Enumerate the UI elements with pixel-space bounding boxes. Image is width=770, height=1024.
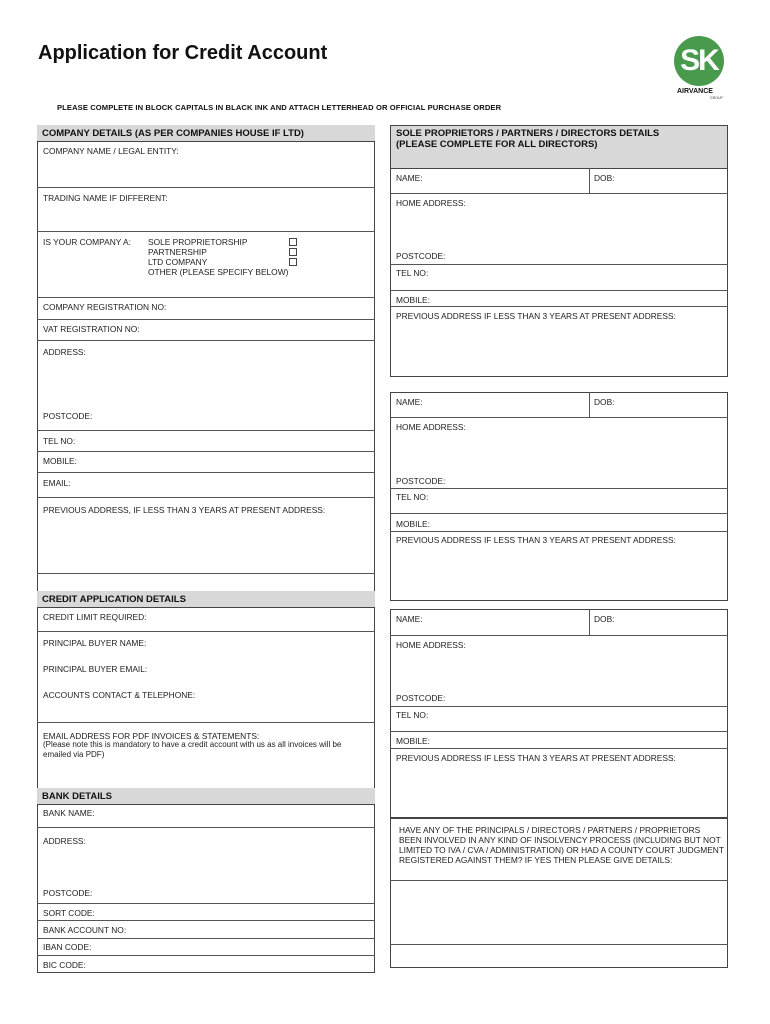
logo-emblem: SK xyxy=(674,36,724,86)
director-1-home-field[interactable]: HOME ADDRESS: xyxy=(396,198,466,208)
checkbox-partnership[interactable] xyxy=(289,248,297,256)
director-1-postcode-field[interactable]: POSTCODE: xyxy=(396,251,446,261)
company-tel-field[interactable]: TEL NO: xyxy=(43,436,76,446)
page-title: Application for Credit Account xyxy=(38,42,328,64)
company-email-field[interactable]: EMAIL: xyxy=(43,478,71,488)
company-address-field[interactable]: ADDRESS: xyxy=(43,347,86,357)
bank-postcode-field[interactable]: POSTCODE: xyxy=(43,888,93,898)
bank-address-field[interactable]: ADDRESS: xyxy=(43,836,86,846)
bank-account-field[interactable]: BANK ACCOUNT NO: xyxy=(43,925,127,935)
credit-application-header: CREDIT APPLICATION DETAILS xyxy=(37,591,375,608)
checkbox-ltd[interactable] xyxy=(289,258,297,266)
director-3-postcode-field[interactable]: POSTCODE: xyxy=(396,693,446,703)
sort-code-field[interactable]: SORT CODE: xyxy=(43,908,95,918)
director-3-prev-field[interactable]: PREVIOUS ADDRESS IF LESS THAN 3 YEARS AT PRESENT ADDRESS: xyxy=(396,753,676,763)
iban-field[interactable]: IBAN CODE: xyxy=(43,942,92,952)
company-name-field[interactable]: COMPANY NAME / LEGAL ENTITY: xyxy=(43,146,179,156)
director-3-home-field[interactable]: HOME ADDRESS: xyxy=(396,640,466,650)
checkbox-sole[interactable] xyxy=(289,238,297,246)
company-details-header: COMPANY DETAILS (AS PER COMPANIES HOUSE IF LTD) xyxy=(37,125,375,142)
company-type-other: OTHER (PLEASE SPECIFY BELOW) xyxy=(148,267,289,277)
company-postcode-field[interactable]: POSTCODE: xyxy=(43,411,93,421)
invoice-email-note: (Please note this is mandatory to have a credit account with us as all invoices will be emailed via PDF) xyxy=(43,740,342,759)
director-2-prev-field[interactable]: PREVIOUS ADDRESS IF LESS THAN 3 YEARS AT PRESENT ADDRESS: xyxy=(396,535,676,545)
bank-details-header: BANK DETAILS xyxy=(37,788,375,805)
logo-name: AIRVANCE xyxy=(677,88,713,95)
company-type-partnership: PARTNERSHIP xyxy=(148,247,207,257)
insolvency-question: HAVE ANY OF THE PRINCIPALS / DIRECTORS / PARTNERS / PROPRIETORS BEEN INVOLVED IN ANY KIND OF INSOLVENCY PROCESS (INCLUDING BUT NOT LIMITED TO IVA / CVA / ADMINISTRATION) OR HAD A COUNTY COURT JUDGMENT REGISTERED AGAINST THEM? IF YES THEN PLEASE GIVE DETAILS: xyxy=(399,825,724,865)
director-1-name-field[interactable]: NAME: xyxy=(396,173,423,183)
director-2-home-field[interactable]: HOME ADDRESS: xyxy=(396,422,466,432)
vat-reg-field[interactable]: VAT REGISTRATION NO: xyxy=(43,324,140,334)
bic-field[interactable]: BIC CODE: xyxy=(43,960,86,970)
director-1-mobile-field[interactable]: MOBILE: xyxy=(396,295,430,305)
company-logo xyxy=(668,36,732,104)
directors-header: SOLE PROPRIETORS / PARTNERS / DIRECTORS DETAILS xyxy=(396,128,660,139)
director-1-tel-field[interactable]: TEL NO: xyxy=(396,268,429,278)
buyer-name-field[interactable]: PRINCIPAL BUYER NAME: xyxy=(43,638,147,648)
trading-name-field[interactable]: TRADING NAME IF DIFFERENT: xyxy=(43,193,168,203)
company-mobile-field[interactable]: MOBILE: xyxy=(43,456,77,466)
insolvency-details-field[interactable] xyxy=(390,880,728,968)
director-3-dob-field[interactable]: DOB: xyxy=(594,614,615,624)
company-reg-field[interactable]: COMPANY REGISTRATION NO: xyxy=(43,302,167,312)
accounts-contact-field[interactable]: ACCOUNTS CONTACT & TELEPHONE: xyxy=(43,690,196,700)
invoice-email-field[interactable]: EMAIL ADDRESS FOR PDF INVOICES & STATEMENTS: xyxy=(43,731,260,741)
director-2-mobile-field[interactable]: MOBILE: xyxy=(396,519,430,529)
credit-limit-field[interactable]: CREDIT LIMIT REQUIRED: xyxy=(43,612,147,622)
bank-name-field[interactable]: BANK NAME: xyxy=(43,808,95,818)
directors-subheader: (PLEASE COMPLETE FOR ALL DIRECTORS) xyxy=(396,139,598,150)
company-type-sole: SOLE PROPRIETORSHIP xyxy=(148,237,248,247)
director-2-tel-field[interactable]: TEL NO: xyxy=(396,492,429,502)
director-1-dob-field[interactable]: DOB: xyxy=(594,173,615,183)
instructions: PLEASE COMPLETE IN BLOCK CAPITALS IN BLACK INK AND ATTACH LETTERHEAD OR OFFICIAL PURCHASE ORDER xyxy=(57,103,502,112)
company-prev-address-field[interactable]: PREVIOUS ADDRESS, IF LESS THAN 3 YEARS AT PRESENT ADDRESS: xyxy=(43,505,326,515)
director-1-prev-field[interactable]: PREVIOUS ADDRESS IF LESS THAN 3 YEARS AT PRESENT ADDRESS: xyxy=(396,311,676,321)
director-3-tel-field[interactable]: TEL NO: xyxy=(396,710,429,720)
director-2-dob-field[interactable]: DOB: xyxy=(594,397,615,407)
company-type-ltd: LTD COMPANY xyxy=(148,257,208,267)
buyer-email-field[interactable]: PRINCIPAL BUYER EMAIL: xyxy=(43,664,148,674)
director-3-name-field[interactable]: NAME: xyxy=(396,614,423,624)
director-2-postcode-field[interactable]: POSTCODE: xyxy=(396,476,446,486)
director-3-mobile-field[interactable]: MOBILE: xyxy=(396,736,430,746)
director-2-name-field[interactable]: NAME: xyxy=(396,397,423,407)
logo-sub: GROUP xyxy=(710,96,723,100)
company-type-label: IS YOUR COMPANY A: xyxy=(43,237,131,247)
